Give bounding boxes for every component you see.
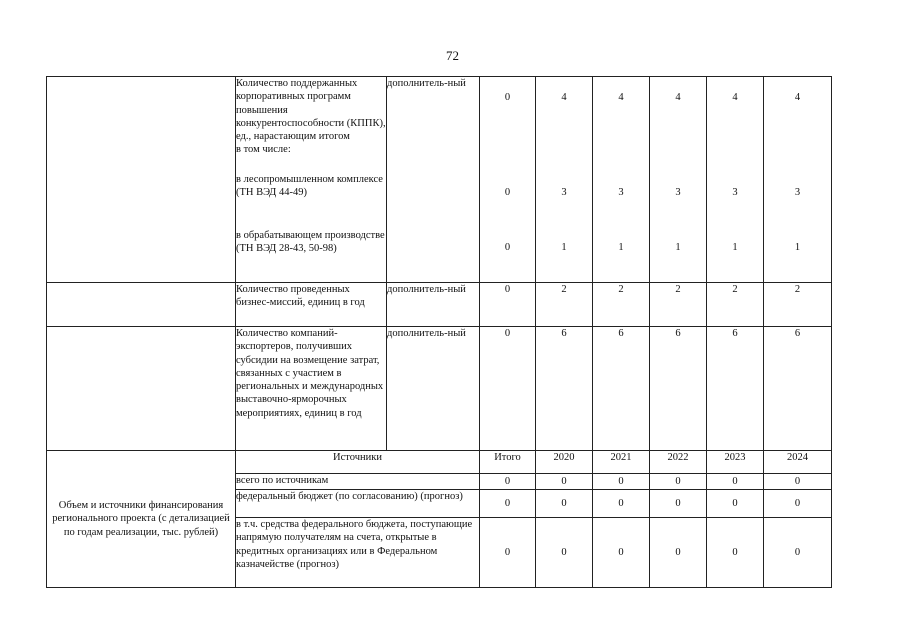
page-number: 72 [446, 48, 459, 63]
value: 0 [650, 518, 707, 588]
source-name: в т.ч. средства федерального бюджета, поступающие напрямую получателям на счета, открытые в кредитных организациях или в Федеральном казначействе (прогноз) [236, 518, 480, 588]
value: 0 [650, 474, 707, 490]
value: 4 [732, 92, 738, 103]
value: 2 [593, 283, 650, 327]
column-header: 2022 [650, 451, 707, 474]
value: 0 [764, 474, 832, 490]
column-header: Итого [480, 451, 536, 474]
value: 3 [618, 187, 624, 198]
indicator-name: Количество поддержанных корпоративных программ повышения конкурентоспособности (КППК), ед., нарастающим итогом [236, 78, 386, 143]
empty-label-cell [47, 327, 236, 451]
empty-label-cell [47, 283, 236, 327]
value: 0 [480, 490, 536, 518]
value: 6 [650, 327, 707, 451]
subitem-name: в лесопромышленном комплексе (ТН ВЭД 44-49) [236, 174, 383, 199]
indicator-intro: в том числе: [236, 144, 291, 156]
subitem-name: в обрабатывающем производстве (ТН ВЭД 28-43, 50-98) [236, 230, 385, 255]
value: 0 [593, 474, 650, 490]
value: 0 [536, 518, 593, 588]
value: 0 [707, 490, 764, 518]
value: 4 [561, 92, 567, 103]
value: 0 [504, 187, 511, 198]
value: 0 [480, 283, 536, 327]
column-header: 2020 [536, 451, 593, 474]
value: 0 [480, 518, 536, 588]
value: 0 [536, 474, 593, 490]
source-name: федеральный бюджет (по согласованию) (прогноз) [236, 490, 480, 518]
value: 0 [504, 242, 511, 253]
value: 3 [732, 187, 738, 198]
value-cell [536, 77, 593, 283]
value: 6 [707, 327, 764, 451]
value: 0 [764, 518, 832, 588]
value: 1 [732, 242, 738, 253]
value: 0 [707, 518, 764, 588]
value: 0 [707, 474, 764, 490]
column-header: Источники [236, 451, 480, 474]
value: 4 [794, 92, 801, 103]
value: 2 [650, 283, 707, 327]
value: 6 [593, 327, 650, 451]
column-header: 2023 [707, 451, 764, 474]
financing-header-row [47, 451, 832, 474]
value: 0 [650, 490, 707, 518]
value: 0 [593, 490, 650, 518]
indicator-row [47, 283, 832, 327]
value-cell [707, 77, 764, 283]
indicator-type: дополнитель-ный [387, 327, 480, 451]
column-header: 2024 [764, 451, 832, 474]
value: 1 [561, 242, 567, 253]
value-cell [480, 77, 536, 283]
value: 3 [794, 187, 801, 198]
value: 0 [480, 327, 536, 451]
indicator-name-cell [236, 77, 387, 283]
value: 1 [794, 242, 801, 253]
value: 6 [536, 327, 593, 451]
column-header: 2021 [593, 451, 650, 474]
value: 6 [764, 327, 832, 451]
indicator-type: дополнитель-ный [387, 77, 480, 283]
value: 0 [504, 92, 511, 103]
value: 4 [675, 92, 681, 103]
value-cell [764, 77, 832, 283]
indicator-name: Количество компаний-экспортеров, получивших субсидии на возмещение затрат, связанных с участием в региональных и международных выставочно-ярморочных мероприятиях, единиц в год [236, 327, 387, 451]
indicator-type: дополнитель-ный [387, 283, 480, 327]
value-cell [593, 77, 650, 283]
value: 0 [536, 490, 593, 518]
value: 0 [764, 490, 832, 518]
value: 3 [561, 187, 567, 198]
value: 2 [536, 283, 593, 327]
source-name: всего по источникам [236, 474, 480, 490]
passport-table [46, 76, 832, 588]
value-cell [650, 77, 707, 283]
financing-label: Объем и источники финансирования регионального проекта (с детализацией по годам реализации, тыс. рублей) [47, 451, 236, 588]
value: 0 [593, 518, 650, 588]
value: 4 [618, 92, 624, 103]
value: 3 [675, 187, 681, 198]
value: 2 [707, 283, 764, 327]
value: 2 [764, 283, 832, 327]
indicator-row [47, 327, 832, 451]
value: 1 [618, 242, 624, 253]
empty-label-cell [47, 77, 236, 283]
value: 0 [480, 474, 536, 490]
indicator-row [47, 77, 832, 283]
value: 1 [675, 242, 681, 253]
indicator-name: Количество проведенных бизнес-миссий, единиц в год [236, 283, 387, 327]
